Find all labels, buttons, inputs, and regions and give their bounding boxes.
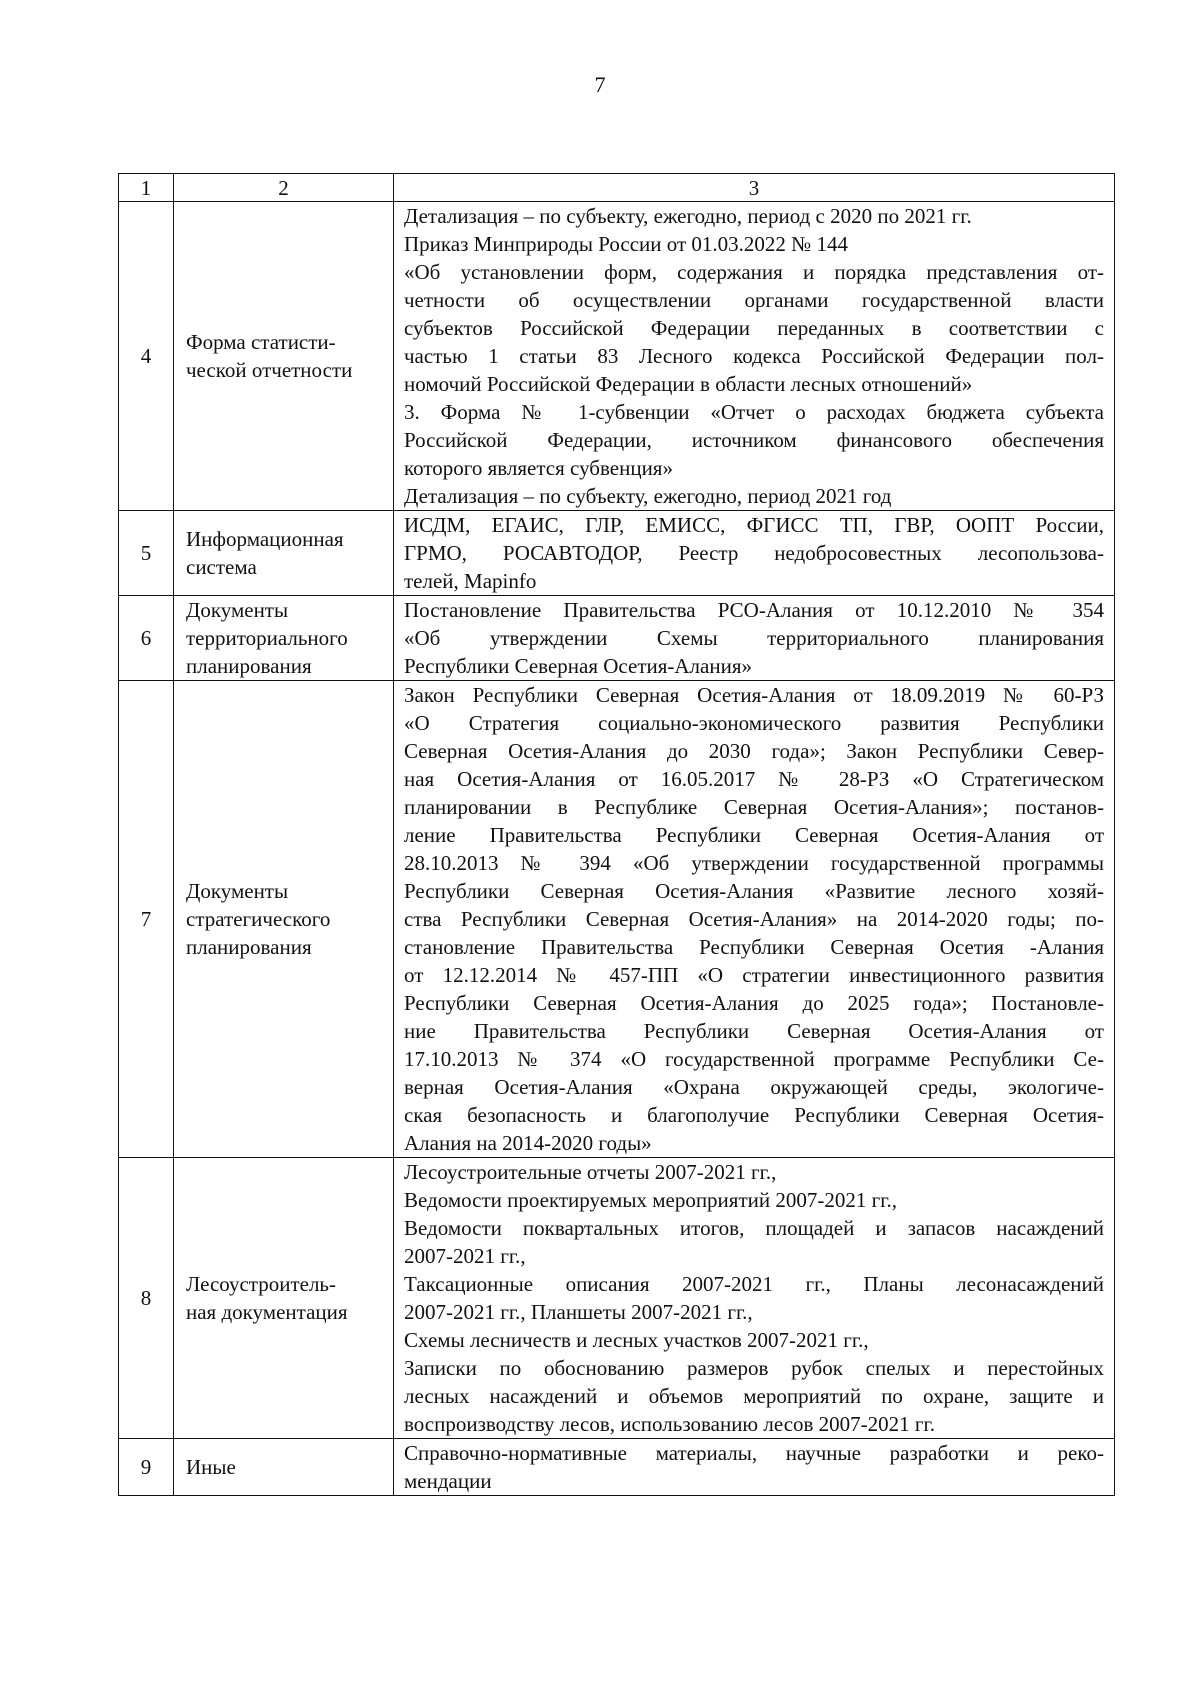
row-content-line: 2007-2021 гг., [404,1244,526,1268]
row-content-line: телей, Mapinfo [404,569,537,593]
row-content-cell [394,681,1115,1158]
row-number-cell: 7 [119,681,174,1158]
row-content-line: становление Правительства Республики Северная Осетия -Алания [404,935,1104,959]
row-number-cell: 8 [119,1158,174,1439]
row-content-line: частью 1 статьи 83 Лесного кодекса Российской Федерации пол- [404,344,1104,368]
header-cell-1: 1 [119,174,174,202]
row-content-line: Детализация – по субъекту, ежегодно, период с 2020 по 2021 гг. [404,204,972,228]
row-name-cell [174,681,394,1158]
row-content-line: четности об осуществлении органами государственной власти [404,288,1104,312]
table-row [119,1439,1115,1496]
row-content-line: Справочно-нормативные материалы, научные разработки и реко- [404,1441,1104,1465]
page-number: 7 [594,72,606,97]
row-content-cell [394,596,1115,681]
row-content-line: Республики Северная Осетия-Алания до 2025 года»; Постановле- [404,991,1104,1015]
row-name-line: система [186,555,257,579]
row-content-line: Ведомости поквартальных итогов, площадей и запасов насаждений [404,1216,1104,1240]
row-name-line: ческой отчетности [186,358,353,382]
row-content-line: Схемы лесничеств и лесных участков 2007-2021 гг., [404,1328,869,1352]
row-content-cell [394,202,1115,511]
row-content-cell [394,1158,1115,1439]
row-content-line: ние Правительства Республики Северная Осетия-Алания от [404,1019,1104,1043]
document-table [118,173,1115,1496]
row-number-cell: 5 [119,511,174,596]
row-name-line: планирования [186,935,312,959]
table-row [119,202,1115,511]
row-name-line: Информационная [186,527,344,551]
row-content-line: ИСДМ, ЕГАИС, ГЛР, ЕМИСС, ФГИСС ТП, ГВР, ООПТ России, [404,513,1104,537]
row-content-line: которого является субвенция» [404,456,673,480]
row-content-line: Записки по обоснованию размеров рубок спелых и перестойных [404,1356,1104,1380]
row-content-line: 2007-2021 гг., Планшеты 2007-2021 гг., [404,1300,753,1324]
row-content-line: Российской Федерации, источником финансового обеспечения [404,428,1104,452]
row-content-line: воспроизводству лесов, использованию лесов 2007-2021 гг. [404,1412,936,1436]
row-content-line: «Об установлении форм, содержания и порядка представления от- [404,260,1104,284]
row-content-line: «Об утверждении Схемы территориального планирования [404,626,1104,650]
row-name-line: Иные [186,1455,236,1479]
row-content-line: Ведомости проектируемых мероприятий 2007-2021 гг., [404,1188,897,1212]
header-cell-3: 3 [394,174,1115,202]
row-content-line: Постановление Правительства РСО-Алания от 10.12.2010 № 354 [404,598,1104,622]
row-content-line: ление Правительства Республики Северная Осетия-Алания от [404,823,1104,847]
row-content-line: Республики Северная Осетия-Алания «Развитие лесного хозяй- [404,879,1104,903]
table-header-row [119,174,1115,202]
row-name-line: стратегического [186,907,331,931]
row-name-line: Лесоустроитель- [186,1272,337,1296]
row-name-cell [174,1439,394,1496]
row-content-line: субъектов Российской Федерации переданных в соответствии с [404,316,1104,340]
row-name-line: территориального [186,626,348,650]
row-content-line: 3. Форма № 1-субвенции «Отчет о расходах бюджета субъекта [404,400,1104,424]
row-name-line: планирования [186,654,312,678]
row-content-cell [394,511,1115,596]
table-row [119,681,1115,1158]
row-name-cell [174,1158,394,1439]
table-row [119,596,1115,681]
row-content-line: «О Стратегия социально-экономического развития Республики [404,711,1104,735]
row-content-line: Детализация – по субъекту, ежегодно, период 2021 год [404,484,892,508]
table-row [119,511,1115,596]
row-content-line: мендации [404,1469,492,1493]
row-name-line: Документы [186,598,289,622]
row-name-line: Форма статисти- [186,330,336,354]
row-number-cell: 9 [119,1439,174,1496]
row-number-cell: 4 [119,202,174,511]
row-content-cell [394,1439,1115,1496]
row-content-line: Таксационные описания 2007-2021 гг., Планы лесонасаждений [404,1272,1104,1296]
row-name-line: ная документация [186,1300,348,1324]
row-content-line: Лесоустроительные отчеты 2007-2021 гг., [404,1160,777,1184]
row-content-line: Северная Осетия-Алания до 2030 года»; Закон Республики Север- [404,739,1104,763]
row-number-cell: 6 [119,596,174,681]
row-name-cell [174,596,394,681]
row-content-line: Республики Северная Осетия-Алания» [404,654,752,678]
row-content-line: от 12.12.2014 № 457-ПП «О стратегии инвестиционного развития [404,963,1104,987]
row-content-line: 28.10.2013 № 394 «Об утверждении государственной программы [404,851,1104,875]
row-content-line: Алания на 2014-2020 годы» [404,1131,652,1155]
row-content-line: лесных насаждений и объемов мероприятий по охране, защите и [404,1384,1104,1408]
row-content-line: ная Осетия-Алания от 16.05.2017 № 28-РЗ «О Стратегическом [404,767,1104,791]
header-cell-2: 2 [174,174,394,202]
row-content-line: ГРМО, РОСАВТОДОР, Реестр недобросовестных лесопользова- [404,541,1104,565]
row-name-cell [174,202,394,511]
row-content-line: планировании в Республике Северная Осетия-Алания»; постанов- [404,795,1104,819]
row-content-line: Закон Республики Северная Осетия-Алания от 18.09.2019 № 60-РЗ [404,683,1104,707]
row-content-line: Приказ Минприроды России от 01.03.2022 № 144 [404,232,848,256]
row-name-line: Документы [186,879,289,903]
row-content-line: номочий Российской Федерации в области лесных отношений» [404,372,973,396]
row-content-line: верная Осетия-Алания «Охрана окружающей среды, экологиче- [404,1075,1104,1099]
row-content-line: ства Республики Северная Осетия-Алания» на 2014-2020 годы; по- [404,907,1104,931]
row-content-line: 17.10.2013 № 374 «О государственной программе Республики Се- [404,1047,1104,1071]
table-row [119,1158,1115,1439]
row-content-line: ская безопасность и благополучие Республики Северная Осетия- [404,1103,1104,1127]
row-name-cell [174,511,394,596]
